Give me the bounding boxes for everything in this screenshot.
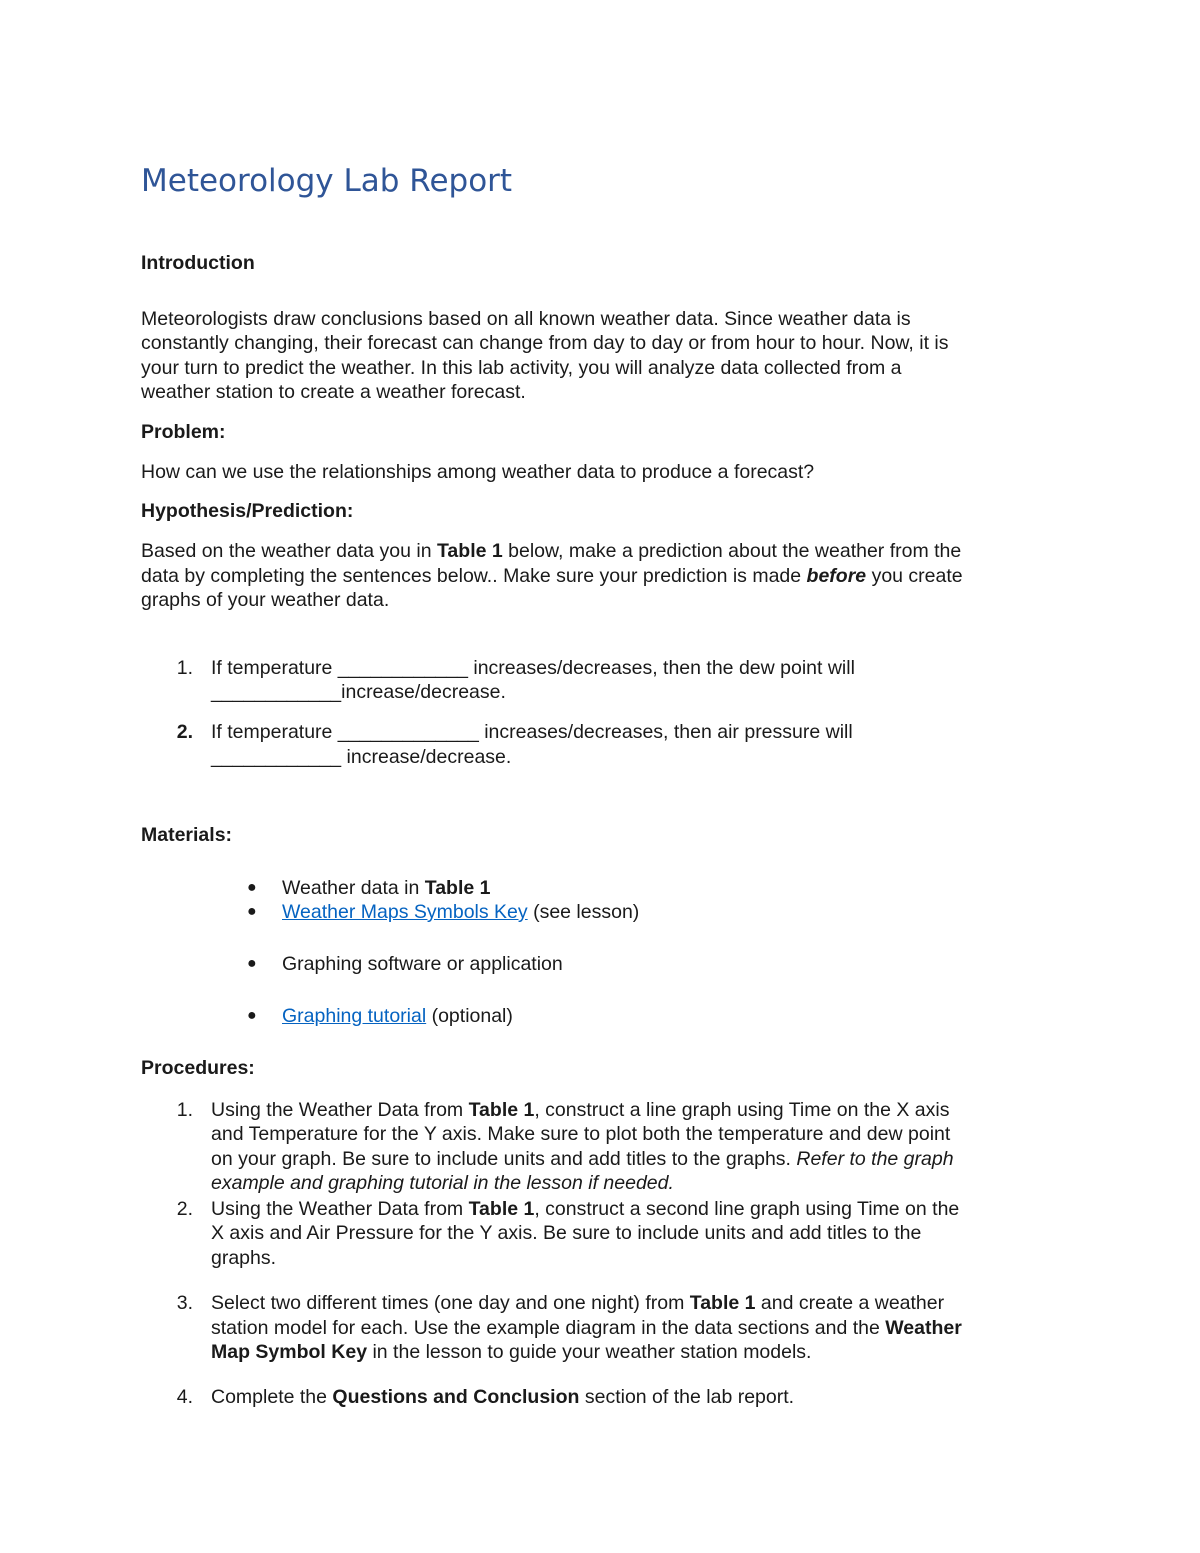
bullet-icon: ● [247, 903, 257, 920]
problem-heading: Problem: [141, 421, 226, 443]
materials-item-4: Graphing tutorial (optional) [282, 1005, 513, 1027]
procedure-1-line-4: example and graphing tutorial in the lesson if needed. [211, 1172, 674, 1194]
graphing-tutorial-link[interactable]: Graphing tutorial [282, 1005, 427, 1027]
procedure-3-number: 3. [176, 1292, 193, 1314]
hypothesis-item-2-line-2: ____________ increase/decrease. [211, 746, 512, 768]
materials-item-1: Weather data in Table 1 [282, 877, 491, 899]
procedures-heading: Procedures: [141, 1057, 255, 1079]
procedure-1-number: 1. [176, 1099, 193, 1121]
bullet-icon: ● [247, 955, 257, 972]
procedure-2-line-1: Using the Weather Data from Table 1, construct a second line graph using Time on the [211, 1198, 960, 1220]
before-emphasis: before [806, 565, 867, 587]
hypothesis-line-2: data by completing the sentences below.. Make sure your prediction is made before you create [141, 565, 963, 587]
intro-line-1: Meteorologists draw conclusions based on all known weather data. Since weather data is [141, 308, 911, 330]
bullet-icon: ● [247, 879, 257, 896]
procedure-1-line-3: on your graph. Be sure to include units and add titles to the graphs. Refer to the graph [211, 1148, 954, 1170]
materials-item-3: Graphing software or application [282, 953, 563, 975]
hypothesis-heading: Hypothesis/Prediction: [141, 500, 354, 522]
hypothesis-item-1-number: 1. [176, 657, 193, 679]
bullet-icon: ● [247, 1007, 257, 1024]
hypothesis-item-2-number: 2. [176, 721, 193, 743]
hypothesis-line-1: Based on the weather data you in Table 1 below, make a prediction about the weather from the [141, 540, 962, 562]
procedure-2-line-3: graphs. [211, 1247, 277, 1269]
weather-maps-symbols-key-link[interactable]: Weather Maps Symbols Key [282, 901, 528, 923]
problem-text: How can we use the relationships among weather data to produce a forecast? [141, 461, 815, 483]
materials-heading: Materials: [141, 824, 233, 846]
intro-line-3: your turn to predict the weather. In this lab activity, you will analyze data collected from a [141, 357, 902, 379]
table-1-ref: Table 1 [436, 540, 503, 562]
procedure-2-number: 2. [176, 1198, 193, 1220]
materials-item-2: Weather Maps Symbols Key (see lesson) [282, 901, 640, 923]
page-title: Meteorology Lab Report [141, 163, 513, 199]
procedure-1-line-1: Using the Weather Data from Table 1, construct a line graph using Time on the X axis [211, 1099, 950, 1121]
hypothesis-item-1-line-1: If temperature ____________ increases/decreases, then the dew point will [211, 657, 855, 679]
procedure-4-number: 4. [176, 1386, 193, 1408]
intro-line-4: weather station to create a weather forecast. [141, 381, 526, 403]
hypothesis-line-3: graphs of your weather data. [141, 589, 390, 611]
procedure-4-line-1: Complete the Questions and Conclusion section of the lab report. [211, 1386, 795, 1408]
hypothesis-item-1-line-2: ____________increase/decrease. [211, 681, 506, 703]
procedure-1-line-2: and Temperature for the Y axis. Make sure to plot both the temperature and dew point [211, 1123, 951, 1145]
procedure-3-line-3: Map Symbol Key in the lesson to guide your weather station models. [211, 1341, 812, 1363]
procedure-3-line-2: station model for each. Use the example diagram in the data sections and the Weather [211, 1317, 962, 1339]
procedure-3-line-1: Select two different times (one day and one night) from Table 1 and create a weather [211, 1292, 945, 1314]
introduction-heading: Introduction [141, 252, 255, 274]
hypothesis-item-2-line-1: If temperature _____________ increases/decreases, then air pressure will [211, 721, 853, 743]
procedure-2-line-2: X axis and Air Pressure for the Y axis. Be sure to include units and add titles to the [211, 1222, 922, 1244]
intro-line-2: constantly changing, their forecast can change from day to day or from hour to hour. Now, it is [141, 332, 949, 354]
